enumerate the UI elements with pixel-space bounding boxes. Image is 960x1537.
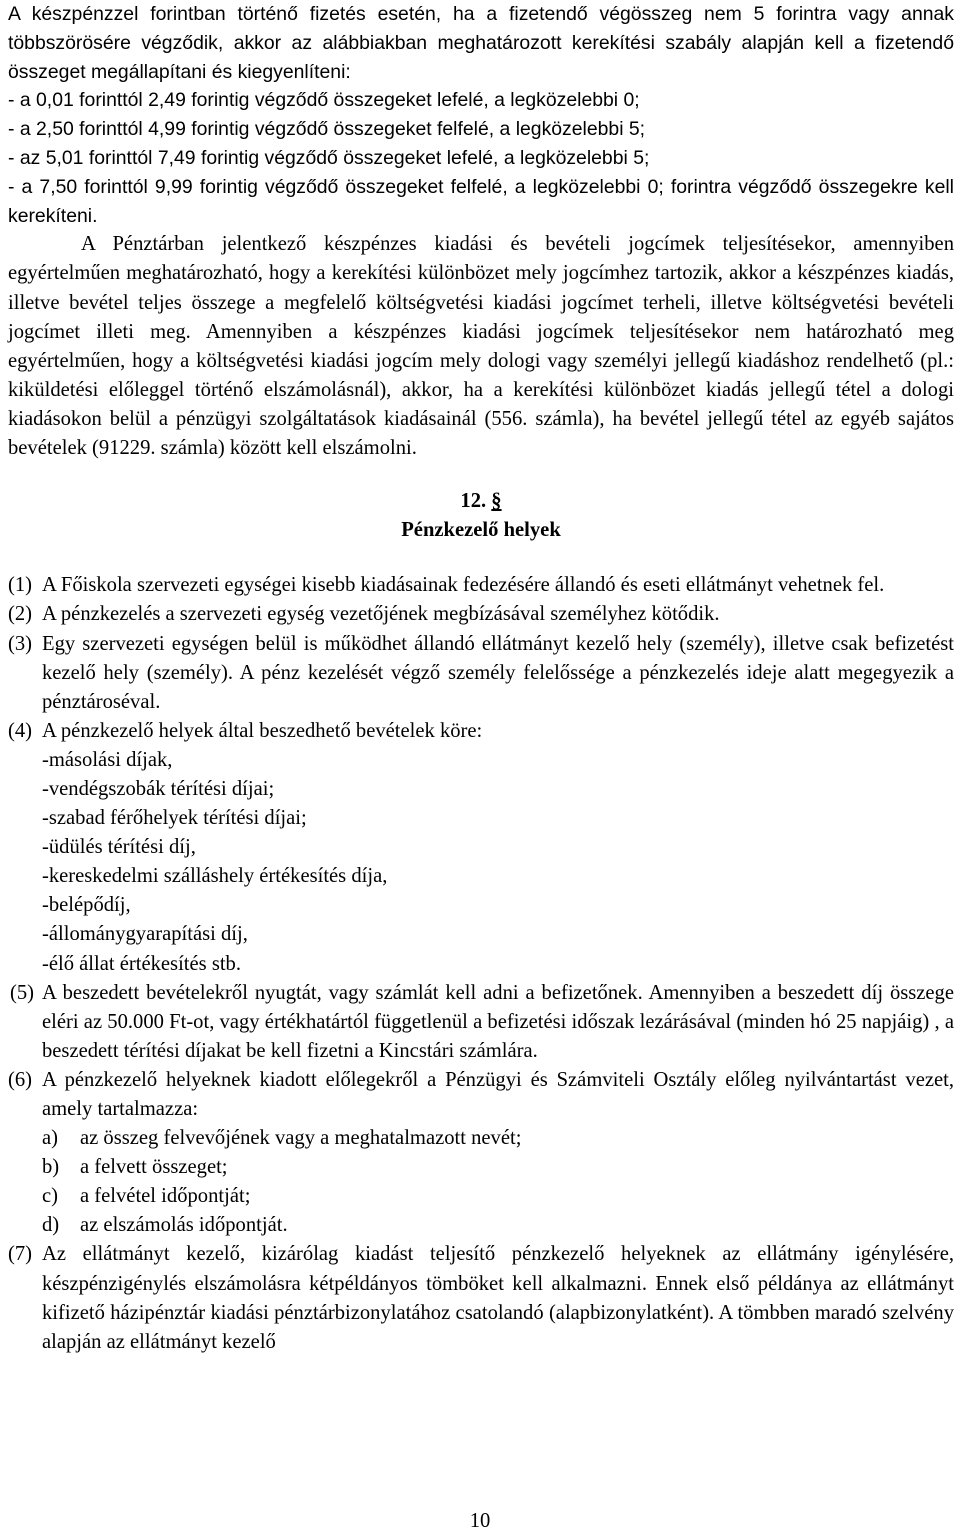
item-text: A Főiskola szervezeti egységei kisebb kiadásainak fedezésére állandó és eseti ellátmányt vehetnek fel.: [42, 574, 885, 597]
record-field-text: az összeg felvevőjének vagy a meghatalmazott nevét;: [80, 1127, 522, 1150]
item-text: Az ellátmányt kezelő, kizárólag kiadást teljesítő pénzkezelő helyeknek az ellátmány igénylésére, készpénzigénylés elszámolásra kétpéldányos tömböket kell alkalmazni. Ennek első példánya az ellátmányt kifizető házipénztár kiadási pénztárbizonylatához csatolandó (alapbizonylatként). A tömbben maradó szelvény alapján az ellátmányt kezelő: [42, 1243, 954, 1353]
record-field-letter: a): [42, 1127, 58, 1150]
list-item: [8, 717, 954, 746]
rounding-rule: - a 0,01 forinttól 2,49 forintig végződő összegeket lefelé, a legközelebbi 0;: [8, 89, 640, 112]
record-field-text: a felvétel időpontját;: [80, 1185, 251, 1208]
record-field: [8, 1124, 954, 1153]
item-number: (7): [8, 1243, 33, 1266]
record-field-letter: c): [42, 1185, 58, 1208]
revenue-item: -belépődíj,: [42, 894, 131, 917]
record-field: [8, 1153, 954, 1182]
item-number: (4): [8, 719, 33, 742]
list-item: [8, 600, 954, 629]
list-item: [8, 571, 954, 600]
rounding-difference-paragraph: A Pénztárban jelentkező készpénzes kiadási és bevételi jogcímek teljesítésekor, amennyiben egyértelműen meghatározható, hogy a kerekítési különbözet mely jogcímhez tartozik, akkor a készpénzes kiadás, illetve bevétel teljes összege a megfelelő költségvetési kiadási jogcímet terheli, illetve költségvetési bevételi jogcímet illeti meg. Amennyiben a készpénzes kiadási jogcímek teljesítésekor nem határozható meg egyértelműen, hogy a költségvetési kiadási jogcím mely dologi vagy személyi jellegű kiadáshoz rendelhető (pl.: kiküldetési előleggel történő elszámolásnál), akkor, ha a kerekítési különbözet kiadás jellegű tétel a dologi kiadásokon belül a pénzügyi szolgáltatások kiadásainál (556. számla), ha bevétel jellegű tétel az egyéb sajátos bevételek (91229. számla) között kell elszámolni.: [8, 233, 954, 460]
rounding-rules-block: [8, 0, 954, 230]
record-field-text: a felvett összeget;: [80, 1156, 228, 1179]
rounding-rule: - a 2,50 forinttól 4,99 forintig végződő összegeket felfelé, a legközelebbi 5;: [8, 118, 646, 141]
item-text: Egy szervezeti egységen belül is működhet állandó ellátmányt kezelő hely (személy), illetve csak befizetést kezelő hely (személy). A pénz kezelését végző személy felelőssége a pénzkezelés ideje alatt megegyezik a pénztároséval.: [42, 632, 954, 713]
record-field-letter: d): [42, 1214, 60, 1237]
numbered-list: [8, 571, 954, 1357]
item-text: A beszedett bevételekről nyugtát, vagy számlát kell adni a befizetőnek. Amennyiben a beszedett díj összege eléri az 50.000 Ft-ot, vagy értékhatártól függetlenül a befizetési időszak lezárásával (minden hó 25 napjáig) , a beszedett térítési díjakat be kell fizetni a Kincstári számlára.: [42, 981, 954, 1062]
item-number: (6): [8, 1068, 33, 1091]
list-item: [8, 630, 954, 717]
revenue-item: -kereskedelmi szálláshely értékesítés díja,: [42, 865, 388, 888]
rounding-rule: - a 7,50 forinttól 9,99 forintig végződő összegeket felfelé, a legközelebbi 0; forintra végződő összegekre kell kerekíteni.: [8, 175, 954, 227]
revenue-item: -üdülés térítési díj,: [42, 836, 196, 859]
page-number: 10: [469, 1510, 491, 1532]
record-fields-list: [8, 1124, 954, 1240]
revenue-list: [8, 746, 954, 979]
item-number: (5): [10, 981, 35, 1004]
revenue-item: -állománygyarapítási díj,: [42, 923, 248, 946]
revenue-item: -szabad férőhelyek térítési díjai;: [42, 807, 307, 830]
list-item: [8, 979, 954, 1066]
revenue-item: -másolási díjak,: [42, 748, 173, 771]
item-number: (1): [8, 574, 33, 597]
item-text: A pénzkezelés a szervezeti egység vezetőjének megbízásával személyhez kötődik.: [42, 603, 720, 626]
item-number: (3): [8, 632, 33, 655]
rounding-rule: - az 5,01 forinttól 7,49 forintig végződő összegeket lefelé, a legközelebbi 5;: [8, 146, 650, 169]
rounding-intro: A készpénzzel forintban történő fizetés esetén, ha a fizetendő végösszeg nem 5 forintra vagy annak többszörösére végződik, akkor az alábbiakban meghatározott kerekítési szabály alapján kell a fizetendő összeget megállapítani és kiegyenlíteni:: [8, 3, 954, 83]
record-field: [8, 1182, 954, 1211]
record-field-letter: b): [42, 1156, 60, 1179]
document-page: [8, 0, 954, 1357]
item-number: (2): [8, 603, 33, 626]
section-number: [8, 487, 954, 516]
item-text: A pénzkezelő helyeknek kiadott előlegekről a Pénzügyi és Számviteli Osztály előleg nyilvántartást vezet, amely tartalmazza:: [42, 1068, 954, 1120]
revenue-item: -vendégszobák térítési díjai;: [42, 777, 275, 800]
section-sign: §: [491, 490, 502, 513]
item-text: A pénzkezelő helyek által beszedhető bevételek köre:: [42, 719, 483, 742]
list-item: [8, 1066, 954, 1124]
section-title: Pénzkezelő helyek: [401, 519, 561, 542]
record-field: [8, 1211, 954, 1240]
revenue-item: -élő állat értékesítés stb.: [42, 952, 241, 975]
record-field-text: az elszámolás időpontját.: [80, 1214, 288, 1237]
section-number-text: 12.: [460, 490, 487, 513]
list-item: [8, 1240, 954, 1356]
